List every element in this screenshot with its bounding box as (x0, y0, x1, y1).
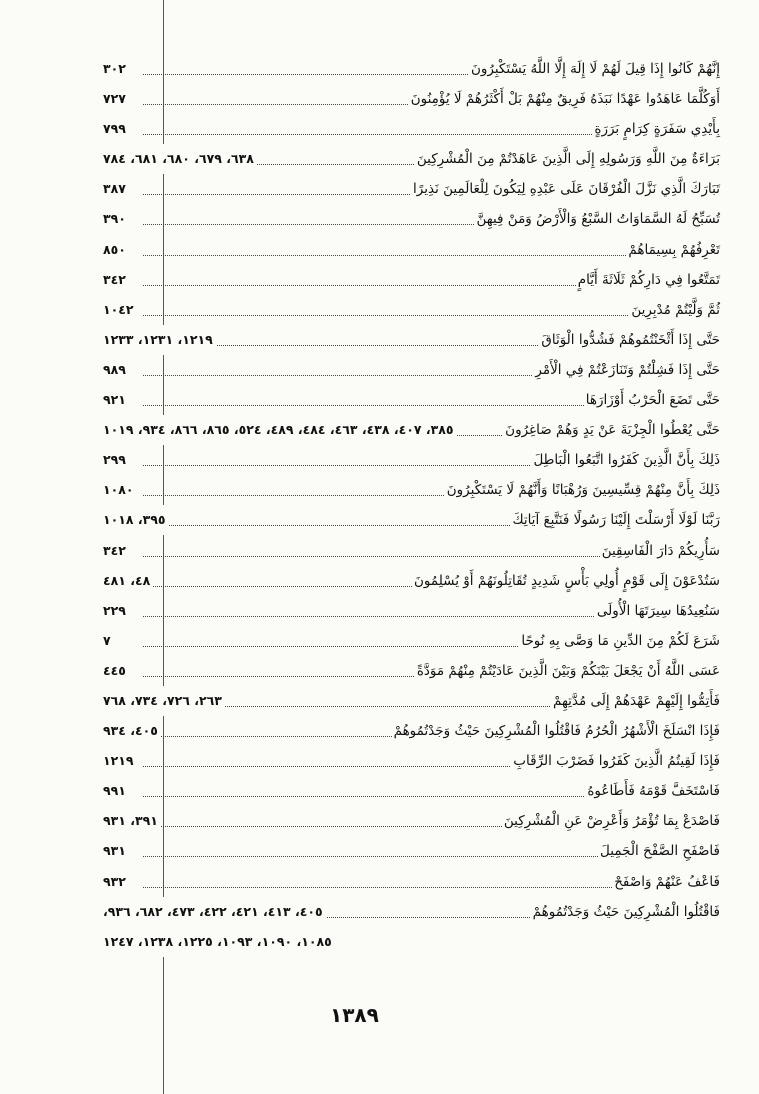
index-entry (103, 325, 720, 355)
leader-dots (143, 255, 650, 256)
page-references: ٤٠٥، ٩٣٤ (103, 716, 161, 746)
verse-text: رَبَّنَا لَوْلَا أَرْسَلْتَ إِلَيْنَا رَسُولًا فَنَتَّبِعَ آيَاتِكَ (510, 505, 720, 535)
page-references: ٤٨، ٤٨١ (103, 566, 153, 596)
page-references: ٤٠٥، ٤١٣، ٤٢١، ٤٢٢، ٤٧٣، ٦٨٢، ٩٣٦، (103, 897, 326, 927)
index-entry (103, 897, 720, 927)
page-references: ٢٢٩ (103, 596, 129, 626)
index-entry (103, 806, 720, 836)
page-references: ٢٩٩ (103, 445, 129, 475)
page-references: ٣٩١، ٩٣١ (103, 806, 161, 836)
page-references: ٧ (103, 626, 114, 656)
page-references: ٩٩١ (103, 776, 129, 806)
verse-text: سَأُرِيكُمْ دَارَ الْفَاسِقِينَ (600, 536, 720, 566)
leader-dots (143, 616, 650, 617)
page-references: ٨٥٠ (103, 235, 129, 265)
index-entry (103, 716, 720, 746)
index-entry (103, 475, 720, 505)
verse-text: حَتَّى إِذَا أَثْخَنْتُمُوهُمْ فَشُدُّوا الْوَثَاقَ (539, 325, 720, 355)
verse-text: فَاصْدَعْ بِمَا تُؤْمَرُ وَأَعْرِضْ عَنِ الْمُشْرِكِينَ (502, 806, 720, 836)
page-references: ٣٨٥، ٤٠٧، ٤٣٨، ٤٦٣، ٤٨٤، ٤٨٩، ٥٢٤، ٨٦٥، ٨٦٦، ٩٣٤، ١٠١٩ (103, 415, 457, 445)
page-references: ٩٢١ (103, 385, 129, 415)
index-entry (103, 505, 720, 535)
leader-dots (143, 134, 650, 135)
page-references: ١٠٨٠ (103, 475, 137, 505)
verse-text: فَاقْتُلُوا الْمُشْرِكِينَ حَيْثُ وَجَدْتُمُوهُمْ (531, 897, 720, 927)
leader-dots (143, 315, 650, 316)
verse-text: شَرَعَ لَكُمْ مِنَ الدِّينِ مَا وَصَّى بِهِ نُوحًا (519, 626, 720, 656)
verse-text: تَعْرِفُهُمْ بِسِيمَاهُمْ (626, 235, 720, 265)
index-entry (103, 927, 720, 957)
leader-dots (143, 856, 650, 857)
verse-text: أَوَكُلَّمَا عَاهَدُوا عَهْدًا نَبَذَهُ فَرِيقٌ مِنْهُمْ بَلْ أَكْثَرُهُمْ لَا يُؤْمِنُونَ (409, 84, 720, 114)
verse-text: تُسَبِّحُ لَهُ السَّمَاوَاتُ السَّبْعُ وَالْأَرْضُ وَمَنْ فِيهِنَّ (474, 204, 720, 234)
leader-dots (143, 556, 650, 557)
verse-text: سَنُعِيدُهَا سِيرَتَهَا الْأُولَى (595, 596, 720, 626)
index-entry (103, 596, 720, 626)
verse-text: ذَلِكَ بِأَنَّ مِنْهُمْ قِسِّيسِينَ وَرُهْبَانًا وَأَنَّهُمْ لَا يَسْتَكْبِرُونَ (445, 475, 720, 505)
verse-text: حَتَّى إِذَا فَشِلْتُمْ وَتَنَازَعْتُمْ فِي الْأَمْرِ (533, 355, 720, 385)
verse-text: حَتَّى يُعْطُوا الْجِزْيَةَ عَنْ يَدٍ وَهُمْ صَاغِرُونَ (503, 415, 720, 445)
page-number: ١٣٨٩ (330, 1003, 379, 1027)
leader-dots (143, 285, 650, 286)
leader-dots (143, 405, 650, 406)
index-entry (103, 445, 720, 475)
index-entry (103, 746, 720, 776)
index-entry (103, 415, 720, 445)
index-entry (103, 656, 720, 686)
verse-text: تَمَتَّعُوا فِي دَارِكُمْ ثَلَاثَةَ أَيَّامٍ (576, 265, 720, 295)
verse-text: فَاسْتَخَفَّ قَوْمَهُ فَأَطَاعُوهُ (585, 776, 720, 806)
index-entry (103, 626, 720, 656)
leader-dots (143, 887, 650, 888)
page-references: ٢٦٣، ٧٢٦، ٧٣٤، ٧٦٨ (103, 686, 225, 716)
index-entry (103, 295, 720, 325)
page-references: ٧٩٩ (103, 114, 129, 144)
page-references: ٣٤٢ (103, 536, 129, 566)
page-references: ٧٢٧ (103, 84, 129, 114)
page-references: ٤٤٥ (103, 656, 129, 686)
index-entry (103, 355, 720, 385)
verse-text: حَتَّى تَضَعَ الْحَرْبُ أَوْزَارَهَا (584, 385, 720, 415)
page-references: ٣٩٥، ١٠١٨ (103, 505, 169, 535)
verse-text: فَاعْفُ عَنْهُمْ وَاصْفَحْ (612, 867, 720, 897)
page-references: ٣٤٢ (103, 265, 129, 295)
index-entry (103, 174, 720, 204)
index-entry (103, 776, 720, 806)
page-references: ٦٣٨، ٦٧٩، ٦٨٠، ٦٨١، ٧٨٤ (103, 144, 257, 174)
page-references: ٣٨٧ (103, 174, 129, 204)
verse-text: عَسَى اللَّهُ أَنْ يَجْعَلَ بَيْنَكُمْ وَبَيْنَ الَّذِينَ عَادَيْتُمْ مِنْهُمْ مَوَدَّةً (415, 656, 720, 686)
index-entry (103, 536, 720, 566)
page-references: ١٠٨٥، ١٠٩٠، ١٠٩٣، ١٢٢٥، ١٢٣٨، ١٢٤٧ (103, 927, 335, 957)
index-list (103, 54, 720, 957)
index-entry (103, 204, 720, 234)
page-references: ١٠٤٢ (103, 295, 137, 325)
page-references: ٩٣٢ (103, 867, 129, 897)
index-entry (103, 836, 720, 866)
page-references: ٣٩٠ (103, 204, 129, 234)
index-entry (103, 686, 720, 716)
verse-text: سَتُدْعَوْنَ إِلَى قَوْمٍ أُولِي بَأْسٍ شَدِيدٍ تُقَاتِلُونَهُمْ أَوْ يُسْلِمُونَ (412, 566, 720, 596)
leader-dots (143, 796, 650, 797)
index-entry (103, 867, 720, 897)
verse-text: إِنَّهُمْ كَانُوا إِذَا قِيلَ لَهُمْ لَا إِلَهَ إِلَّا اللَّهُ يَسْتَكْبِرُونَ (469, 54, 720, 84)
verse-text: بِأَيْدِي سَفَرَةٍ كِرَامٍ بَرَرَةٍ (592, 114, 720, 144)
verse-text: فَاصْفَحِ الصَّفْحَ الْجَمِيلَ (598, 836, 720, 866)
index-entry (103, 265, 720, 295)
page-references: ٩٣١ (103, 836, 129, 866)
index-entry (103, 84, 720, 114)
verse-text: فَأَتِمُّوا إِلَيْهِمْ عَهْدَهُمْ إِلَى مُدَّتِهِمْ (551, 686, 720, 716)
verse-text: تَبَارَكَ الَّذِي نَزَّلَ الْفُرْقَانَ عَلَى عَبْدِهِ لِيَكُونَ لِلْعَالَمِينَ نَذِيرًا (411, 174, 720, 204)
index-entry (103, 54, 720, 84)
page-references: ١٢١٩، ١٢٣١، ١٢٣٣ (103, 325, 216, 355)
page-references: ١٢١٩ (103, 746, 137, 776)
verse-text: فَإِذَا انْسَلَخَ الْأَشْهُرُ الْحُرُمُ فَاقْتُلُوا الْمُشْرِكِينَ حَيْثُ وَجَدْتُمُوهُمْ (392, 716, 720, 746)
verse-text: ذَلِكَ بِأَنَّ الَّذِينَ كَفَرُوا اتَّبَعُوا الْبَاطِلَ (531, 445, 720, 475)
page-references: ٣٠٢ (103, 54, 129, 84)
page-references: ٩٨٩ (103, 355, 129, 385)
verse-text: فَإِذَا لَقِيتُمُ الَّذِينَ كَفَرُوا فَضَرْبَ الرِّقَابِ (511, 746, 720, 776)
verse-text: ثُمَّ وَلَّيْتُمْ مُدْبِرِينَ (629, 295, 720, 325)
index-entry (103, 566, 720, 596)
index-entry (103, 114, 720, 144)
index-entry (103, 235, 720, 265)
index-entry (103, 144, 720, 174)
verse-text: بَرَاءَةٌ مِنَ اللَّهِ وَرَسُولِهِ إِلَى الَّذِينَ عَاهَدْتُمْ مِنَ الْمُشْرِكِينَ (415, 144, 720, 174)
index-entry (103, 385, 720, 415)
